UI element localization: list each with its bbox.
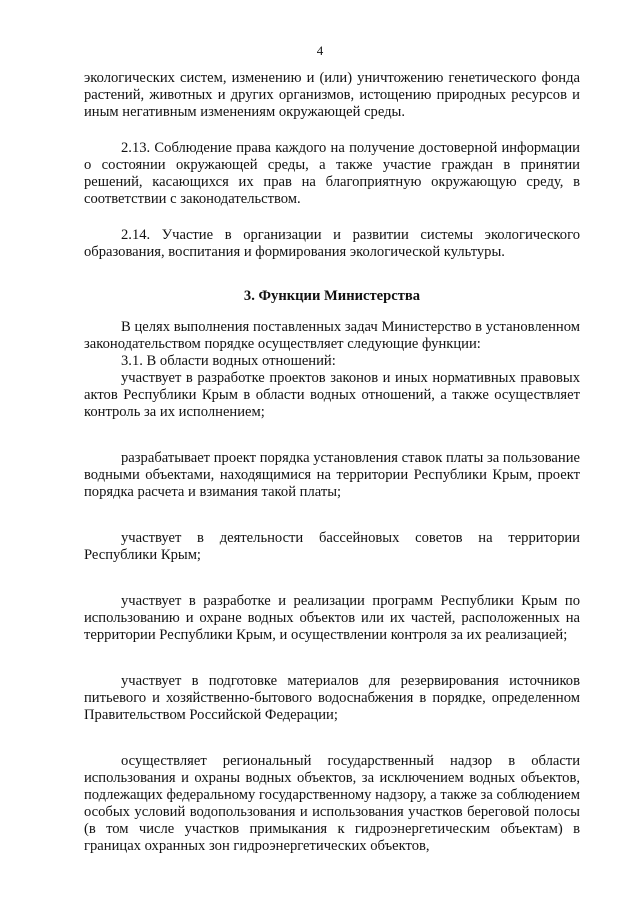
section-heading: 3. Функции Министерства (243, 288, 421, 304)
paragraph-water-programs: участвует в разработке и реализации программ Республики Крым по использованию и охране водных объектов или их частей, расположенных на территории Республики Крым, и осуществлении контроля за их реализацией; (84, 593, 580, 643)
paragraph-payment-rates: разрабатывает проект порядка установления ставок платы за пользование водными объектами, находящимися на территории Республики Крым, проект порядка расчета и взимания такой платы; (84, 450, 580, 500)
paragraph-3-1: 3.1. В области водных отношений: (121, 353, 336, 369)
paragraph-basin-councils: участвует в деятельности бассейновых советов на территории Республики Крым; (84, 530, 580, 563)
paragraph-water-supply-reserve: участвует в подготовке материалов для резервирования источников питьевого и хозяйственно-бытового водоснабжения в порядке, определенном Правительством Российской Федерации; (84, 673, 580, 723)
page-number: 4 (316, 43, 324, 58)
paragraph-functions-intro: В целях выполнения поставленных задач Министерство в установленном законодательством порядке осуществляет следующие функции: (84, 319, 580, 352)
paragraph-2-13: 2.13. Соблюдение права каждого на получение достоверной информации о состоянии окружающей среды, а также участие граждан в принятии решений, касающихся их прав на благоприятную окружающую среду, в соответствии с законодательством. (84, 140, 580, 207)
document-body (84, 70, 580, 855)
paragraph-state-supervision: осуществляет региональный государственный надзор в области использования и охраны водных объектов, за исключением водных объектов, подлежащих федеральному государственному надзору, а также за соблюдением особых условий водопользования и использования участков береговой полосы (в том числе участков примыкания к гидроэнергетическим объектам) в границах охранных зон гидроэнергетических объектов, (84, 753, 580, 854)
paragraph-continuation: экологических систем, изменению и (или) уничтожению генетического фонда растений, животных и других организмов, истощению природных ресурсов и иным негативным изменениям окружающей среды. (84, 70, 580, 120)
paragraph-laws-drafting: участвует в разработке проектов законов и иных нормативных правовых актов Республики Крым в области водных отношений, а также осуществляет контроль за их исполнением; (84, 370, 580, 420)
paragraph-2-14: 2.14. Участие в организации и развитии системы экологического образования, воспитания и формирования экологической культуры. (84, 227, 580, 260)
